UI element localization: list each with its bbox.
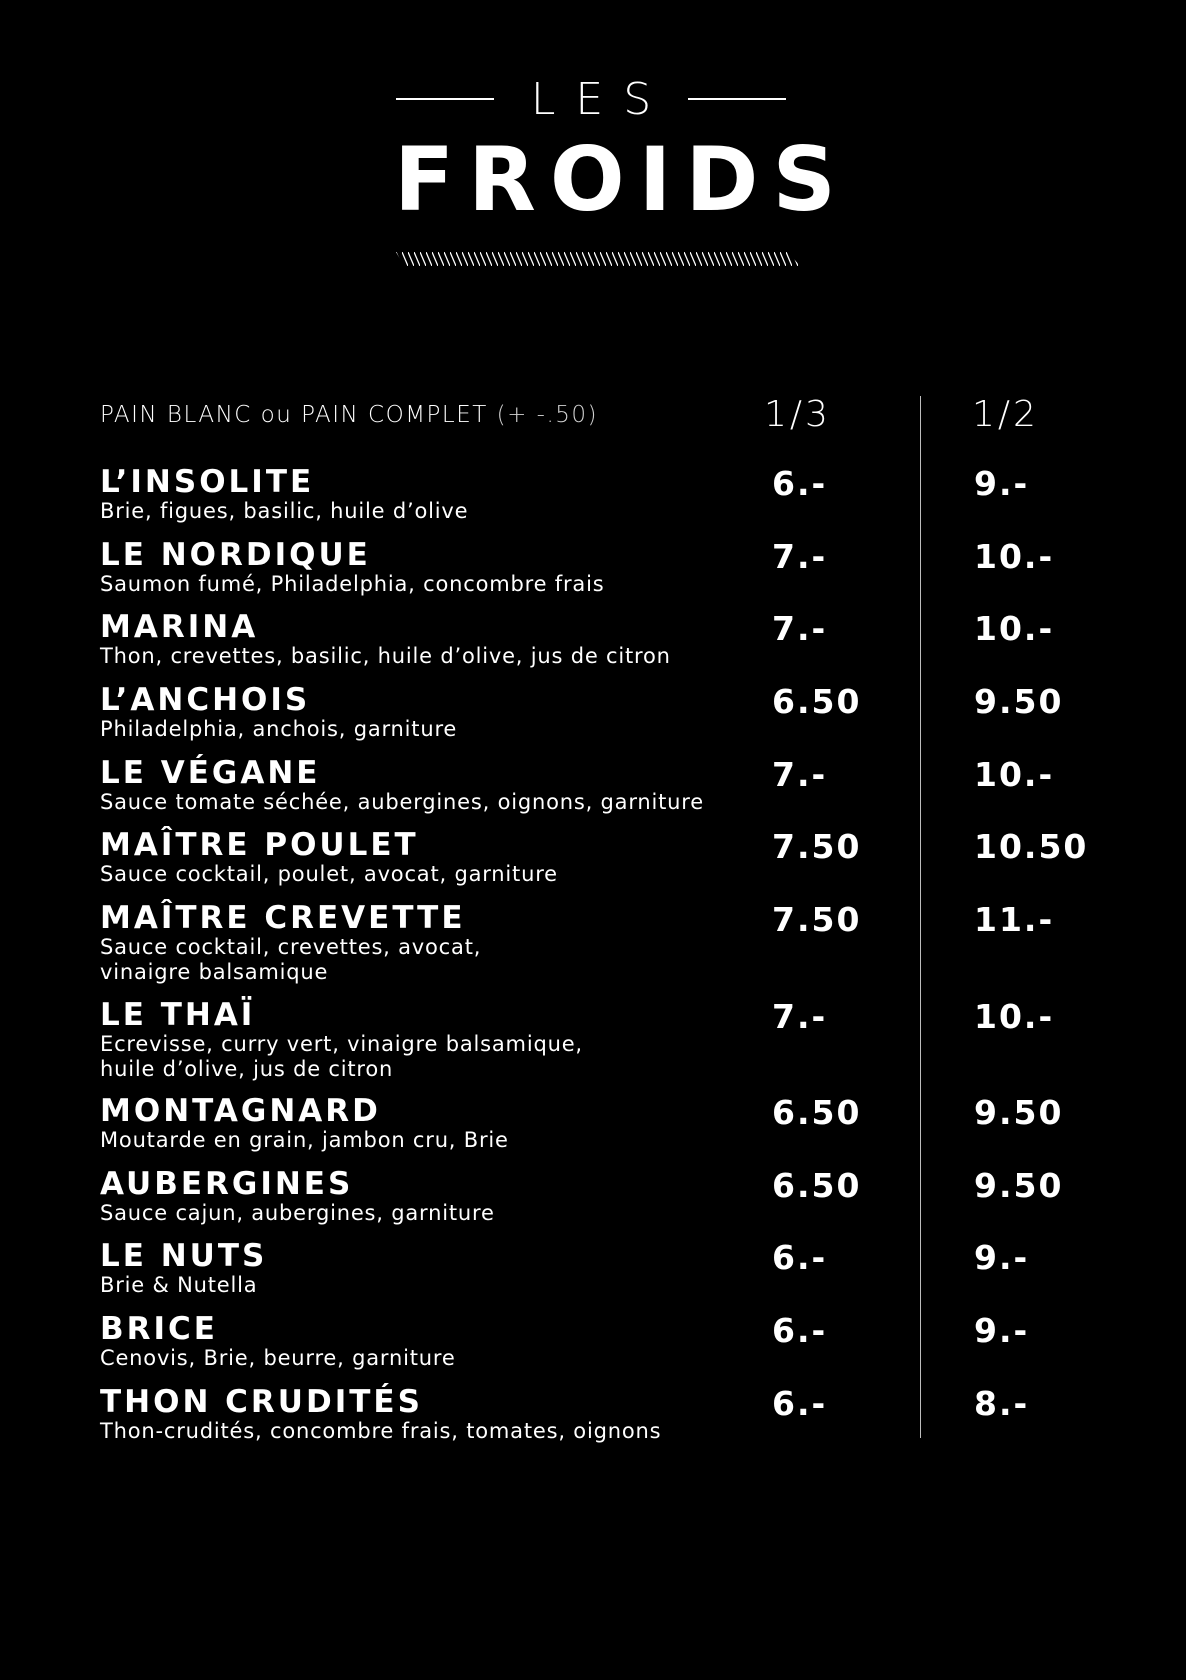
item-name: L’ANCHOIS [100,682,311,718]
item-name: LE THAÏ [100,997,256,1033]
price-third: 6.50 [772,1166,862,1205]
item-name: AUBERGINES [100,1166,354,1202]
price-half: 9.50 [974,682,1064,721]
item-description: Brie & Nutella [100,1273,258,1297]
item-description: Moutarde en grain, jambon cru, Brie [100,1128,509,1152]
price-third: 6.- [772,1311,828,1350]
price-third: 6.- [772,464,828,503]
price-half: 9.- [974,1311,1030,1350]
price-third: 6.- [772,1384,828,1423]
price-third: 7.- [772,755,828,794]
column-divider [920,396,921,1438]
menu-header [0,0,1186,280]
price-third: 7.- [772,537,828,576]
bread-option-surcharge: (+ -.50) [496,402,599,428]
price-half: 9.- [974,1238,1030,1277]
item-description: Sauce cajun, aubergines, garniture [100,1201,495,1225]
price-half: 10.- [974,609,1055,648]
item-description: Sauce tomate séchée, aubergines, oignons, garniture [100,790,704,814]
price-third: 6.50 [772,682,862,721]
item-description: Thon, crevettes, basilic, huile d’olive, jus de citron [100,644,671,668]
item-name: L’INSOLITE [100,464,315,500]
price-half: 10.50 [974,827,1089,866]
price-half: 10.- [974,997,1055,1036]
item-description: Brie, figues, basilic, huile d’olive [100,499,469,523]
item-name: BRICE [100,1311,218,1347]
menu-title: FROIDS [394,128,850,231]
item-description: Cenovis, Brie, beurre, garniture [100,1346,456,1370]
size-third-header: 1/3 [764,394,831,435]
price-half: 8.- [974,1384,1030,1423]
price-half: 9.50 [974,1093,1064,1132]
price-third: 7.50 [772,900,862,939]
kicker-row [396,70,786,130]
menu-kicker: LES [530,74,672,125]
price-half: 9.50 [974,1166,1064,1205]
item-name: MONTAGNARD [100,1093,381,1129]
size-half-header: 1/2 [972,394,1039,435]
item-name: THON CRUDITÉS [100,1384,423,1420]
item-description: Philadelphia, anchois, garniture [100,717,458,741]
price-third: 7.50 [772,827,862,866]
item-name: LE NORDIQUE [100,537,371,573]
price-half: 11.- [974,900,1055,939]
price-third: 7.- [772,997,828,1036]
price-half: 9.- [974,464,1030,503]
item-description: Ecrevisse, curry vert, vinaigre balsamique, huile d’olive, jus de citron [100,1032,583,1081]
price-third: 6.- [772,1238,828,1277]
item-name: MAÎTRE POULET [100,827,419,863]
price-half: 10.- [974,537,1055,576]
item-name: MARINA [100,609,259,645]
item-description: Thon-crudités, concombre frais, tomates, oignons [100,1419,662,1443]
bread-option-text: PAIN BLANC ou PAIN COMPLET [100,402,488,428]
item-name: LE NUTS [100,1238,268,1274]
price-half: 10.- [974,755,1055,794]
item-description: Sauce cocktail, crevettes, avocat, vinaigre balsamique [100,935,482,984]
item-name: LE VÉGANE [100,755,321,791]
hatched-divider [396,252,800,268]
item-name: MAÎTRE CREVETTE [100,900,466,936]
kicker-rule-right [688,98,786,100]
item-description: Saumon fumé, Philadelphia, concombre frais [100,572,605,596]
bread-option-label [100,388,598,442]
price-third: 6.50 [772,1093,862,1132]
item-description: Sauce cocktail, poulet, avocat, garniture [100,862,558,886]
price-third: 7.- [772,609,828,648]
